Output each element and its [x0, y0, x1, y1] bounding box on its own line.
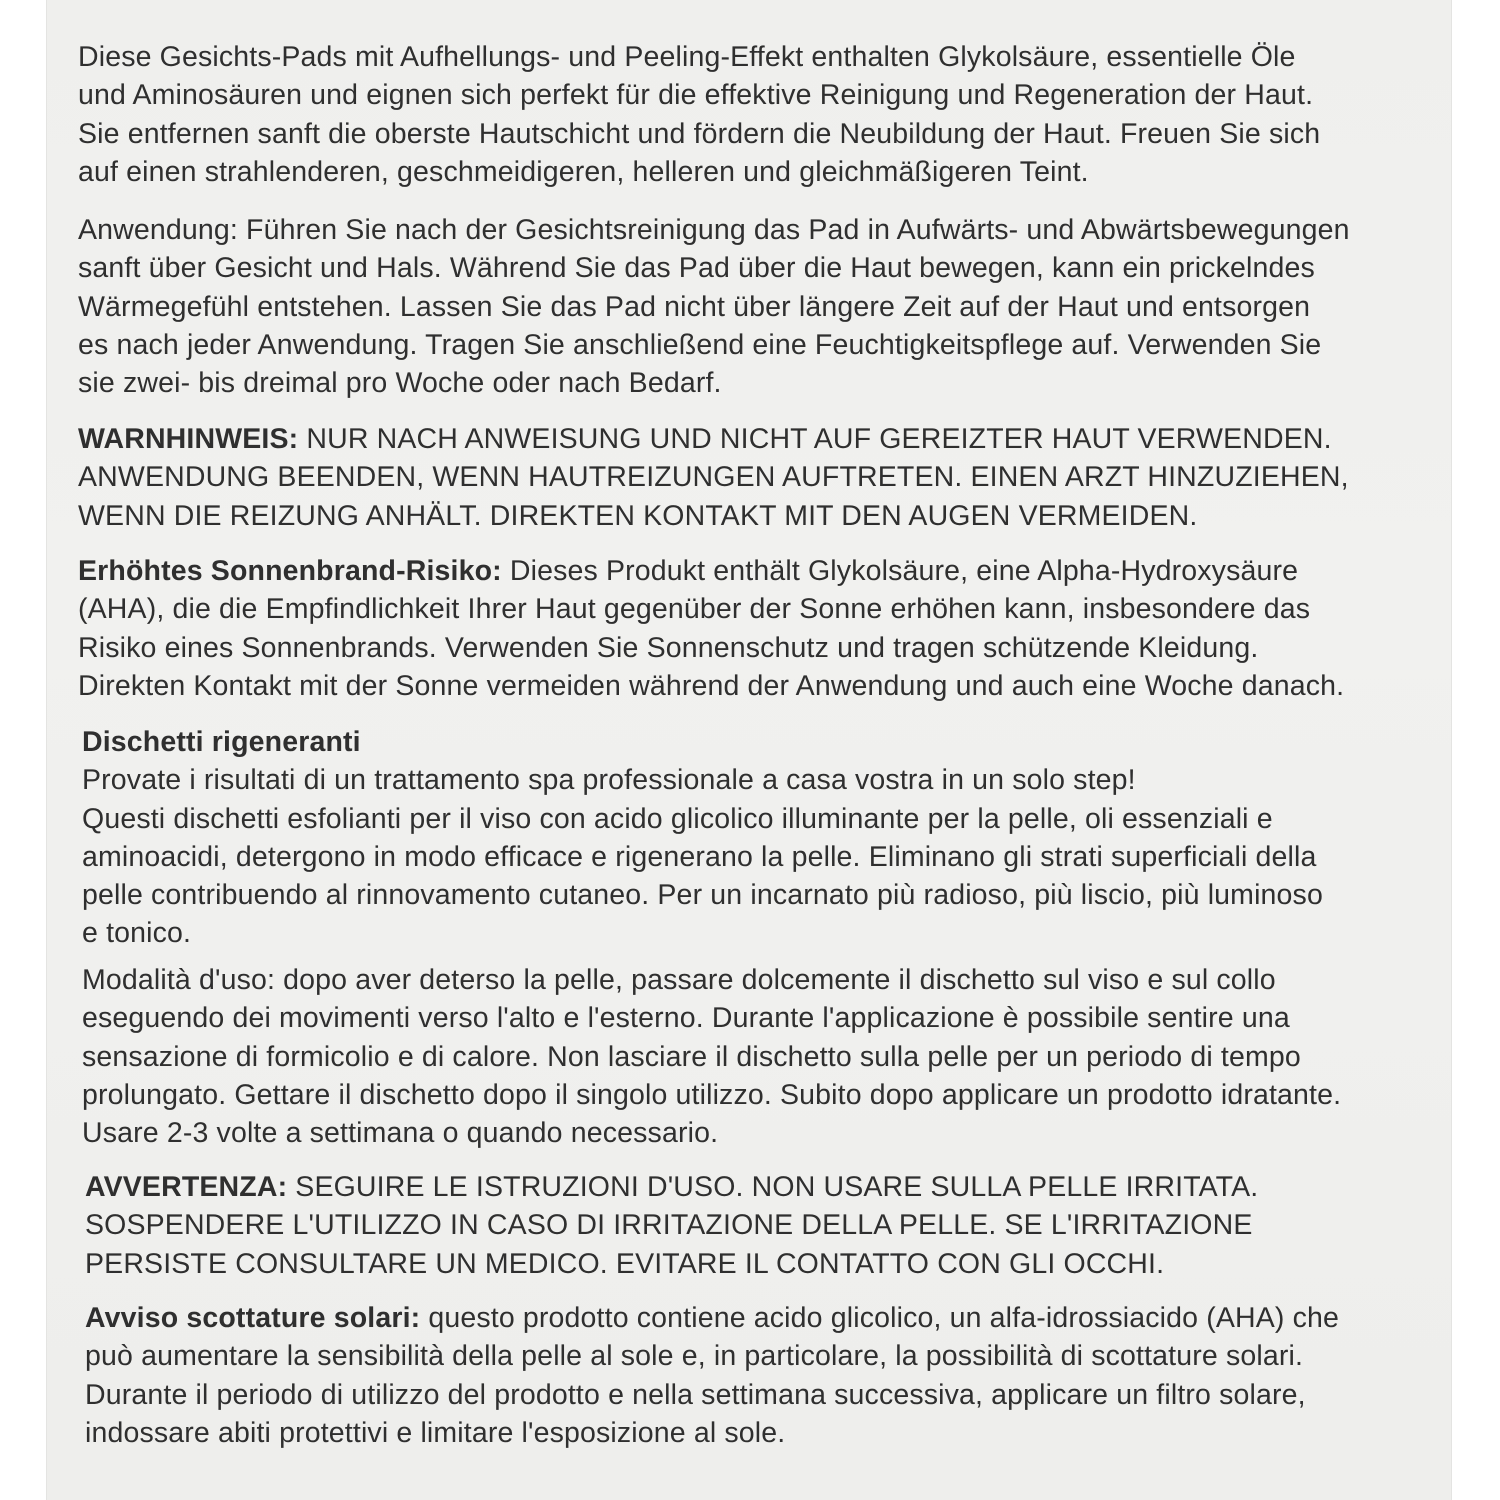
text-line: indossare abiti protettivi e limitare l'esposizione al sole. [85, 1416, 786, 1449]
sunburn-text: questo prodotto contiene acido glicolico, un alfa-idrossiacido (AHA) che [420, 1302, 1340, 1334]
warning-text: NUR NACH ANWEISUNG UND NICHT AUF GEREIZTER HAUT VERWENDEN. [298, 423, 1332, 455]
text-line: es nach jeder Anwendung. Tragen Sie anschließend eine Feuchtigkeitspflege auf. Verwenden Sie [78, 328, 1322, 361]
text-line [78, 420, 1438, 458]
text-line: Direkten Kontakt mit der Sonne vermeiden während der Anwendung und auch eine Woche danach. [78, 669, 1345, 702]
text-line: eseguendo dei movimenti verso l'alto e l'esterno. Durante l'applicazione è possibile sentire una [82, 1002, 1290, 1035]
text-line [85, 1168, 1445, 1206]
text-line: Durante il periodo di utilizzo del prodotto e nella settimana successiva, applicare un filtro solare, [85, 1378, 1306, 1411]
warning-label: WARNHINWEIS: [78, 423, 299, 455]
text-line: SOSPENDERE L'UTILIZZO IN CASO DI IRRITAZIONE DELLA PELLE. SE L'IRRITAZIONE [85, 1209, 1253, 1242]
de-usage-paragraph [78, 211, 1438, 402]
text-line: Wärmegefühl entstehen. Lassen Sie das Pad nicht über längere Zeit auf der Haut und entsorgen [78, 290, 1311, 323]
text-line: e tonico. [82, 917, 192, 950]
de-warning-paragraph [78, 420, 1438, 535]
text-line: Anwendung: Führen Sie nach der Gesichtsreinigung das Pad in Aufwärts- und Abwärtsbewegungen [78, 214, 1350, 246]
text-line: Modalità d'uso: dopo aver deterso la pelle, passare dolcemente il dischetto sul viso e sul collo [82, 964, 1276, 996]
it-heading: Dischetti rigeneranti [82, 726, 361, 758]
it-sunburn-paragraph [85, 1299, 1445, 1452]
sunburn-text: Dieses Produkt enthält Glykolsäure, eine Alpha-Hydroxysäure [501, 555, 1299, 587]
it-usage-paragraph [82, 961, 1442, 1152]
de-intro-paragraph [78, 38, 1438, 191]
it-warning-paragraph [85, 1168, 1445, 1283]
sunburn-label: Avviso scottature solari: [85, 1302, 421, 1334]
text-line: Diese Gesichts-Pads mit Aufhellungs- und Peeling-Effekt enthalten Glykolsäure, essentielle Öle [78, 41, 1296, 73]
text-line: und Aminosäuren und eignen sich perfekt für die effektive Reinigung und Regeneration der Haut. [78, 79, 1314, 112]
warning-label: AVVERTENZA: [85, 1171, 288, 1203]
text-line: pelle contribuendo al rinnovamento cutaneo. Per un incarnato più radioso, più liscio, più luminoso [82, 879, 1323, 912]
text-line: sie zwei- bis dreimal pro Woche oder nach Bedarf. [78, 367, 722, 400]
text-line: PERSISTE CONSULTARE UN MEDICO. EVITARE IL CONTATTO CON GLI OCCHI. [85, 1247, 1165, 1280]
text-line: sanft über Gesicht und Hals. Während Sie das Pad über die Haut bewegen, kann ein prickelndes [78, 252, 1315, 285]
text-line: può aumentare la sensibilità della pelle al sole e, in particolare, la possibilità di scottature solari. [85, 1340, 1304, 1373]
text-line: Sie entfernen sanft die oberste Hautschicht und fördern die Neubildung der Haut. Freuen Sie sich [78, 117, 1321, 150]
text-line: Usare 2-3 volte a settimana o quando necessario. [82, 1117, 719, 1150]
text-line: Provate i risultati di un trattamento spa professionale a casa vostra in un solo step! [82, 764, 1136, 797]
text-line: sensazione di formicolio e di calore. Non lasciare il dischetto sulla pelle per un periodo di tempo [82, 1040, 1301, 1073]
text-line: Questi dischetti esfolianti per il viso con acido glicolico illuminante per la pelle, oli essenziali e [82, 802, 1273, 835]
text-line: WENN DIE REIZUNG ANHÄLT. DIREKTEN KONTAKT MIT DEN AUGEN VERMEIDEN. [78, 499, 1198, 532]
text-line: aminoacidi, detergono in modo efficace e rigenerano la pelle. Eliminano gli strati superficiali della [82, 840, 1317, 873]
text-line: ANWENDUNG BEENDEN, WENN HAUTREIZUNGEN AUFTRETEN. EINEN ARZT HINZUZIEHEN, [78, 461, 1349, 494]
de-sunburn-paragraph [78, 552, 1438, 705]
sunburn-label: Erhöhtes Sonnenbrand-Risiko: [78, 555, 502, 587]
it-intro-paragraph [82, 723, 1442, 953]
text-line: auf einen strahlenderen, geschmeidigeren, helleren und gleichmäßigeren Teint. [78, 155, 1089, 188]
text-line [85, 1299, 1445, 1337]
text-line: prolungato. Gettare il dischetto dopo il singolo utilizzo. Subito dopo applicare un prodotto idratante. [82, 1078, 1342, 1111]
text-line [78, 552, 1438, 590]
warning-text: SEGUIRE LE ISTRUZIONI D'USO. NON USARE SULLA PELLE IRRITATA. [287, 1171, 1259, 1203]
text-line: Risiko eines Sonnenbrands. Verwenden Sie Sonnenschutz und tragen schützende Kleidung. [78, 631, 1259, 664]
text-line: (AHA), die die Empfindlichkeit Ihrer Haut gegenüber der Sonne erhöhen kann, insbesondere das [78, 593, 1311, 626]
